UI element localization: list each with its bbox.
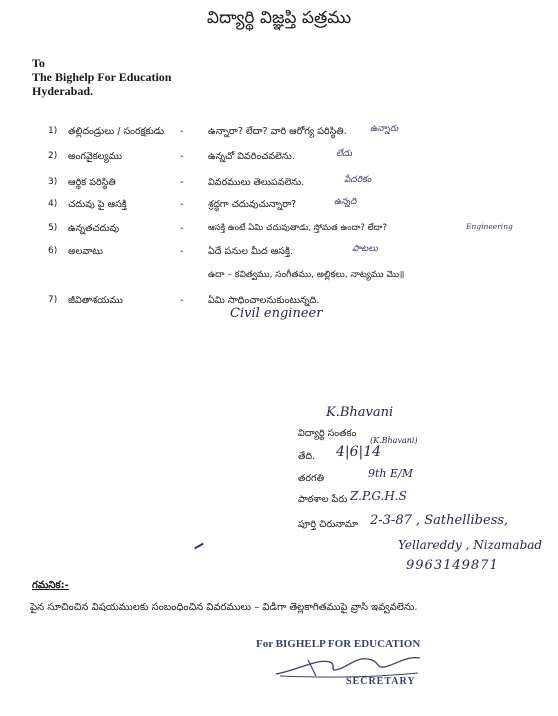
item-number: 3) <box>48 177 58 187</box>
item-label: జీవితాశయము <box>68 295 123 306</box>
class-label: తరగతి <box>298 473 324 484</box>
item-dash: - <box>180 246 184 257</box>
note-heading: గమనిక:- <box>32 580 69 591</box>
ambition-answer: Civil engineer <box>230 306 323 321</box>
item-number: 5) <box>48 223 58 233</box>
school-value: Z.P.G.H.S <box>350 489 407 503</box>
school-label: పాఠశాల పేరు <box>298 494 348 505</box>
address-to: To <box>32 56 45 70</box>
item-number: 2) <box>48 151 58 161</box>
item-question: ఆసక్తి ఉంటే ఏమి చదువుతాడు, స్తోమత ఉందా? లేదా? <box>208 223 388 233</box>
item-label: ఆర్థిక పరిస్థితి <box>68 177 116 188</box>
item-dash: - <box>180 126 184 137</box>
document-title: విద్యార్థి విజ్ఞప్తి పత్రము <box>206 8 352 28</box>
item-label: చదువు పై ఆసక్తి <box>68 199 127 210</box>
item-label: తల్లిదండ్రులు / సంరక్షకుడు <box>68 126 165 137</box>
item-question: ఏదే పనుల మీద ఆసక్తి. <box>208 246 293 257</box>
item-answer: Engineering <box>466 222 513 231</box>
item-label: ఉన్నతచదువు <box>68 223 120 234</box>
item-question: శ్రద్ధగా చదువుచున్నారా? <box>208 199 297 210</box>
address-label: పూర్తి చిరునామా <box>298 519 358 530</box>
item-label: అలవాటు <box>68 246 103 257</box>
date-value: 4|6|14 <box>336 444 382 460</box>
note-text: పైన సూచించిన విషయములకు సంబంధించిన వివరములు – విడిగా తెల్లకాగితముపై వ్రాసి ఇవ్వవలెను. <box>30 602 418 613</box>
pen-mark <box>194 543 204 550</box>
item-question: ఉన్నచో వివరించవలెను. <box>208 151 295 162</box>
item-answer: పాటలు <box>352 244 378 254</box>
stamp-org: For BIGHELP FOR EDUCATION <box>256 638 421 650</box>
item-number: 7) <box>48 295 58 305</box>
student-sign-label: విద్యార్థి సంతకం <box>298 428 357 439</box>
item-number: 4) <box>48 199 58 209</box>
item-dash: - <box>180 199 184 210</box>
address-line1: 2-3-87 , Sathellibess, <box>370 513 509 528</box>
item-label: అంగవైకల్యము <box>68 151 123 162</box>
class-value: 9th E/M <box>368 467 413 480</box>
habits-example: ఉదా – కవిత్వము, సంగీతము, అల్లికలు, నాట్యము మొ॥ <box>208 270 405 280</box>
address-city: Hyderabad. <box>32 84 94 98</box>
item-answer: ఉన్నారు <box>370 124 399 134</box>
student-sign-value: (K.Bhavani) <box>370 436 418 445</box>
date-label: తేది. <box>298 451 316 462</box>
item-dash: - <box>180 223 184 234</box>
address-line2: Yellareddy , Nizamabad <box>398 538 543 552</box>
item-question: ఏమి సాధించాలనుకుంటున్నది. <box>208 295 320 306</box>
item-dash: - <box>180 151 184 162</box>
item-answer: పేదరికం <box>344 175 372 185</box>
handwritten-name: K.Bhavani <box>326 405 394 420</box>
item-answer: ఉన్నది <box>334 197 357 207</box>
stamp-title: SECRETARY <box>346 676 416 687</box>
item-question: వివరములు తెలుపవలెను. <box>208 177 305 188</box>
item-number: 1) <box>48 126 58 136</box>
item-question: ఉన్నారా? లేదా? వారి ఆరోగ్య పరిస్థితి. <box>208 126 347 137</box>
item-number: 6) <box>48 246 58 256</box>
phone-number: 9963149871 <box>406 558 499 573</box>
address-org: The Bighelp For Education <box>32 70 172 84</box>
item-dash: - <box>180 295 184 306</box>
item-answer: లేదు <box>336 149 352 159</box>
item-dash: - <box>180 177 184 188</box>
